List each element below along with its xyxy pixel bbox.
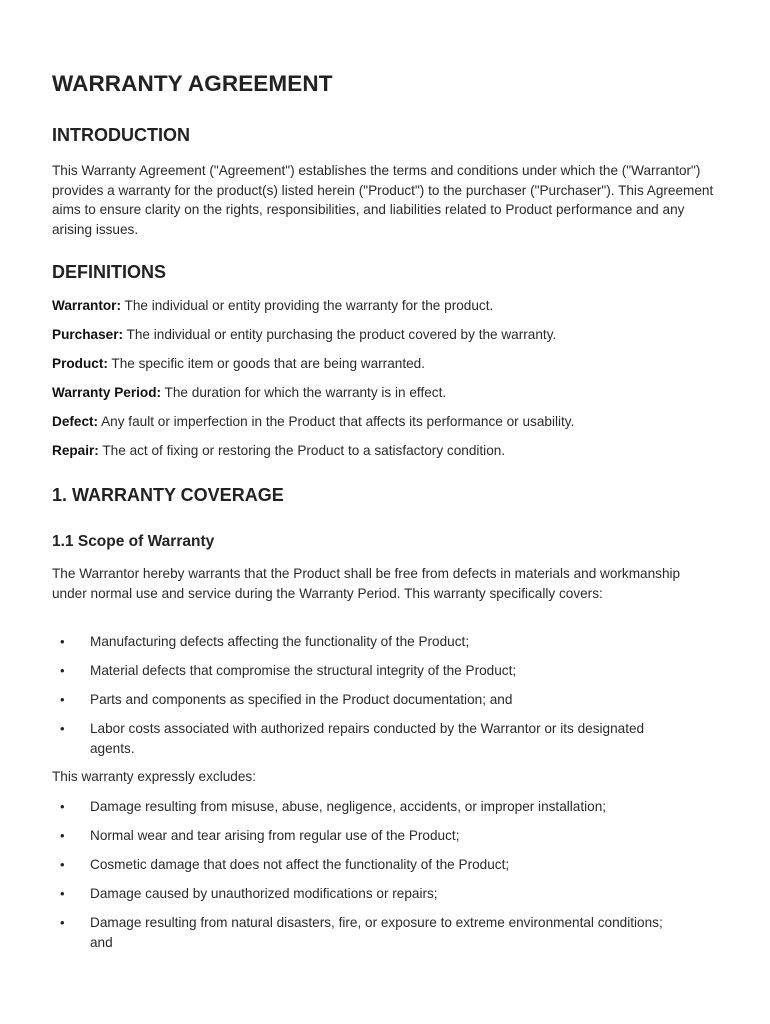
- introduction-paragraph: This Warranty Agreement ("Agreement") establishes the terms and conditions under which the ("Warrantor") provides a warranty for the product(s) listed herein ("Product") to the purchaser ("Purchaser"). This Agreement aims to ensure clarity on the rights, responsibilities, and liabilities related to Product performance and any arising issues.: [52, 163, 714, 237]
- list-item-text: Parts and components as specified in the Product documentation; and: [90, 692, 513, 707]
- bullet-icon: •: [60, 828, 65, 843]
- list-item: [60, 884, 680, 904]
- definition-text: Any fault or imperfection in the Product that affects its performance or usability.: [98, 414, 575, 429]
- definition-item: [52, 412, 717, 432]
- bullet-icon: •: [60, 857, 65, 872]
- definition-term: Defect:: [52, 414, 99, 429]
- bullet-icon: •: [60, 692, 65, 707]
- list-item-text: Normal wear and tear arising from regular use of the Product;: [90, 828, 460, 843]
- definition-text: The specific item or goods that are being warranted.: [107, 356, 426, 371]
- bullet-icon: •: [60, 915, 65, 930]
- list-item-text: Material defects that compromise the structural integrity of the Product;: [90, 663, 517, 678]
- list-item-text: Labor costs associated with authorized repairs conducted by the Warrantor or its designated agents.: [90, 721, 645, 756]
- bullet-icon: •: [60, 634, 65, 649]
- bullet-icon: •: [60, 886, 65, 901]
- definition-text: The act of fixing or restoring the Product to a satisfactory condition.: [98, 443, 506, 458]
- list-item-text: Cosmetic damage that does not affect the functionality of the Product;: [90, 857, 510, 872]
- list-item: [60, 797, 680, 817]
- bullet-icon: •: [60, 721, 65, 736]
- definition-text: The individual or entity purchasing the product covered by the warranty.: [123, 327, 557, 342]
- definition-term: Purchaser:: [52, 327, 124, 342]
- definition-item: [52, 325, 717, 345]
- document-title: WARRANTY AGREEMENT: [52, 71, 333, 96]
- definition-text: The individual or entity providing the warranty for the product.: [120, 298, 494, 313]
- scope-of-warranty-heading: 1.1 Scope of Warranty: [52, 533, 215, 550]
- list-item: [60, 719, 680, 758]
- list-item: [60, 690, 680, 710]
- definition-term: Warrantor:: [52, 298, 121, 313]
- bullet-icon: •: [60, 663, 65, 678]
- list-item-text: Damage caused by unauthorized modifications or repairs;: [90, 886, 438, 901]
- scope-paragraph: The Warrantor hereby warrants that the Product shall be free from defects in materials and workmanship under normal use and service during the Warranty Period. This warranty specifically covers:: [52, 566, 681, 601]
- list-item: [60, 913, 680, 952]
- list-item: [60, 826, 680, 846]
- definition-term: Warranty Period:: [52, 385, 162, 400]
- list-item: [60, 632, 680, 652]
- list-item: [60, 855, 680, 875]
- introduction-heading: INTRODUCTION: [52, 125, 190, 145]
- definition-text: The duration for which the warranty is in effect.: [161, 385, 447, 400]
- definition-item: [52, 383, 717, 403]
- bullet-icon: •: [60, 799, 65, 814]
- definition-item: [52, 296, 717, 316]
- list-item-text: Damage resulting from misuse, abuse, negligence, accidents, or improper installation;: [90, 799, 607, 814]
- definitions-heading: DEFINITIONS: [52, 262, 167, 282]
- list-item-text: Damage resulting from natural disasters, fire, or exposure to extreme environmental conditions; and: [90, 915, 663, 950]
- definition-item: [52, 441, 717, 461]
- definition-term: Repair:: [52, 443, 99, 458]
- excludes-intro: This warranty expressly excludes:: [52, 769, 256, 784]
- warranty-coverage-heading: 1. WARRANTY COVERAGE: [52, 485, 284, 505]
- definition-item: [52, 354, 717, 374]
- definition-term: Product:: [52, 356, 108, 371]
- list-item: [60, 661, 680, 681]
- list-item-text: Manufacturing defects affecting the functionality of the Product;: [90, 634, 470, 649]
